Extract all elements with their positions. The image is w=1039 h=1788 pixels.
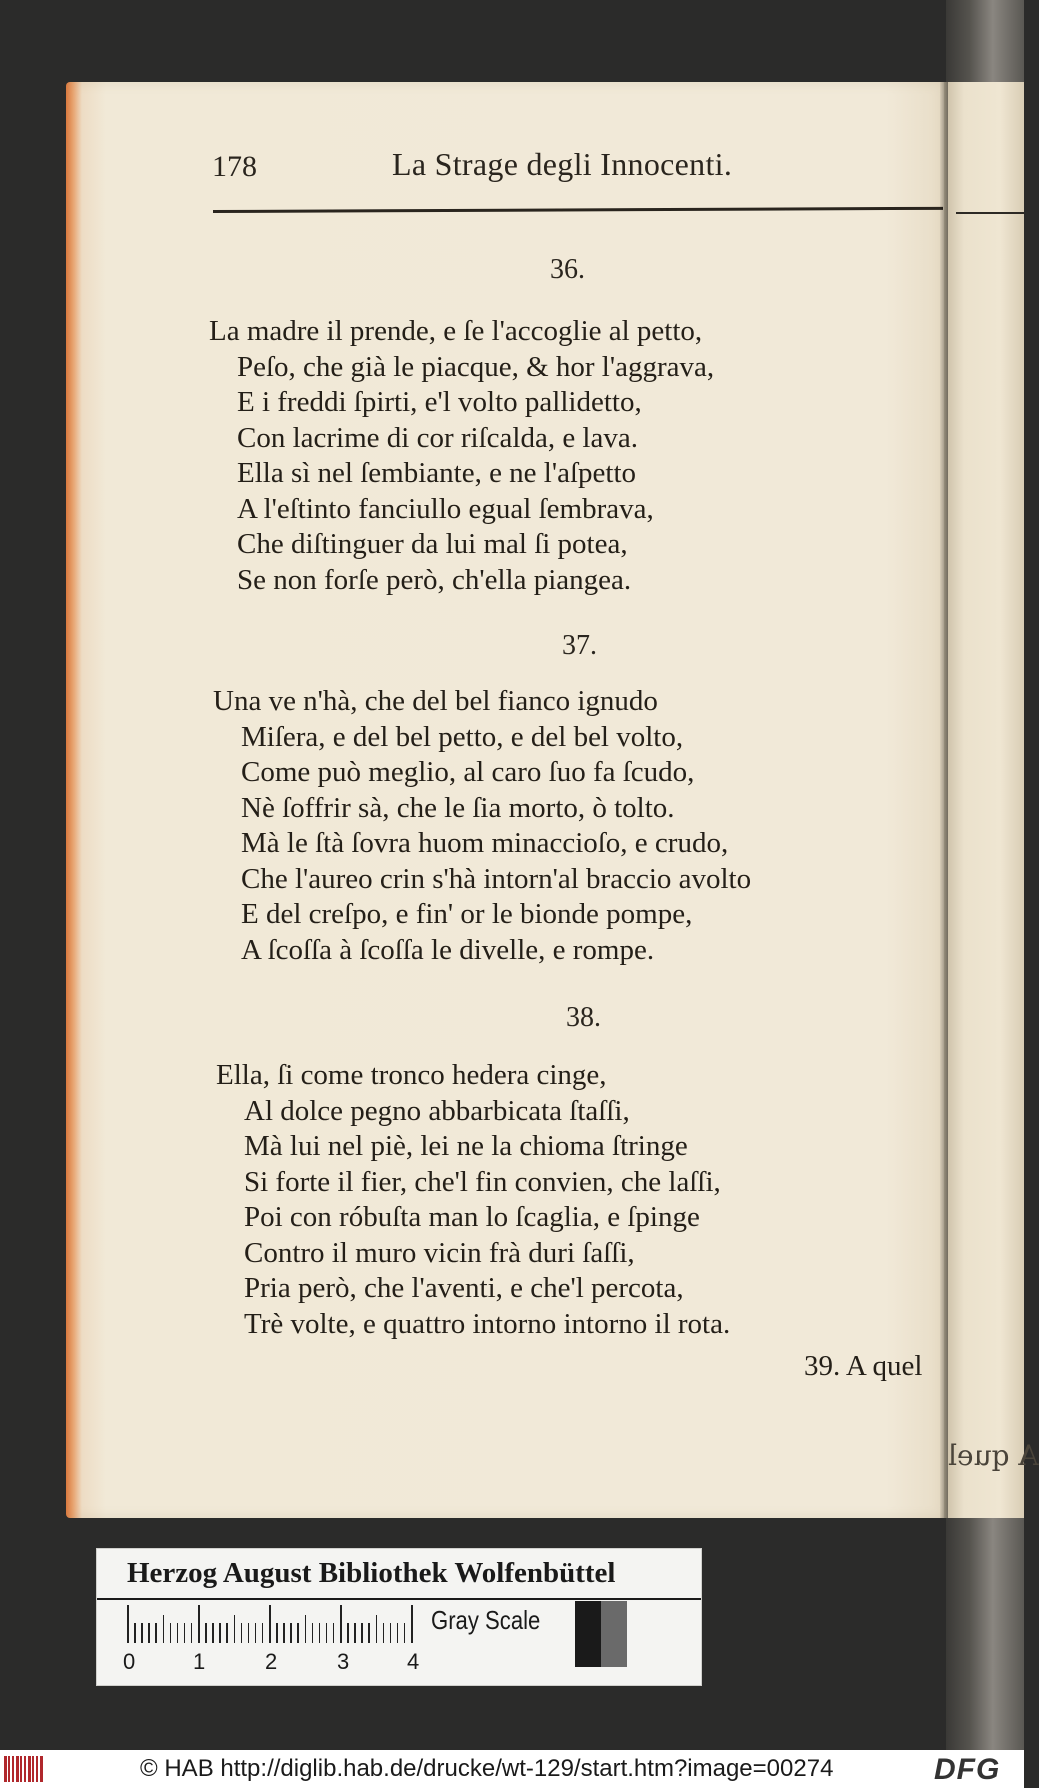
verse-line: A ſcoſſa à ſcoſſa le divelle, e rompe. (241, 933, 655, 966)
barcode-stripe (12, 1756, 14, 1782)
catchword: 39. A quel (804, 1350, 923, 1382)
barcode-stripe (32, 1756, 34, 1782)
verse-line: Nè ſoffrir sà, che le ſia morto, ò tolto. (241, 791, 675, 824)
verse-line: Trè volte, e quattro intorno intorno il rota. (244, 1307, 731, 1340)
adjacent-page (944, 82, 1039, 1518)
barcode-stripe (28, 1756, 31, 1782)
book-page (66, 82, 944, 1518)
ruler-tick (255, 1623, 257, 1643)
ruler-tick (347, 1623, 349, 1643)
ruler-tick (290, 1623, 292, 1643)
barcode-stripe (4, 1756, 7, 1782)
gray-swatches (575, 1601, 653, 1667)
page-number: 178 (212, 150, 257, 183)
barcode-stripe (20, 1756, 22, 1782)
ruler-number: 1 (193, 1649, 206, 1674)
ruler-numbers (123, 1649, 423, 1675)
ruler-tick (411, 1605, 413, 1643)
running-title: La Strage degli Innocenti. (392, 146, 733, 182)
ruler-tick (312, 1623, 314, 1643)
ruler-tick (269, 1605, 271, 1643)
verse-line: Peſo, che già le piacque, & hor l'aggrava, (237, 350, 715, 383)
verse-line: Poi con róbuſta man lo ſcaglia, e ſpinge (244, 1201, 700, 1233)
ruler-tick (276, 1623, 278, 1643)
barcode-stripe (8, 1756, 10, 1782)
verse-line: Mà le ſtà ſovra huom minaccioſo, e crudo, (241, 827, 729, 859)
gray-swatch-dark (575, 1601, 601, 1667)
footer-credit-link[interactable]: © HAB http://diglib.hab.de/drucke/wt-129/start.htm?image=00274 (140, 1755, 834, 1782)
verse-line: A l'eſtinto fanciullo egual ſembrava, (237, 492, 654, 525)
ruler-tick (326, 1623, 328, 1643)
verse-line: Miſera, e del bel petto, e del bel volto, (241, 720, 684, 753)
ruler-number: 4 (407, 1649, 420, 1674)
verse-line: Che l'aureo crin s'hà intorn'al braccio avolto (241, 862, 752, 895)
verse-line: Si forte il fier, che'l fin convien, che laſſi, (244, 1165, 721, 1198)
ruler-tick (234, 1615, 236, 1643)
ruler-tick (148, 1623, 150, 1643)
verse-line: Come può meglio, al caro ſuo fa ſcudo, (241, 756, 695, 788)
ruler-tick (141, 1623, 143, 1643)
ruler-tick (127, 1605, 129, 1643)
barcode-stripe (40, 1756, 43, 1782)
verse-line: Che diſtinguer da lui mal ſi potea, (237, 528, 628, 560)
barcode-stripe (24, 1756, 26, 1782)
label-rule (97, 1598, 701, 1600)
gray-swatch-light (627, 1601, 653, 1667)
ruler-tick (361, 1623, 363, 1643)
ruler-tick (226, 1623, 228, 1643)
verse-line: La madre il prende, e ſe l'accoglie al petto, (209, 315, 703, 347)
verse-line: Una ve n'hà, che del bel fianco ignudo (213, 685, 658, 717)
ruler-tick (219, 1623, 221, 1643)
ruler-tick (191, 1623, 193, 1643)
ruler-tick (319, 1623, 321, 1643)
ruler-tick (155, 1623, 157, 1643)
ruler-tick (248, 1623, 250, 1643)
ruler-tick (134, 1623, 136, 1643)
gray-scale-label: Gray Scale (431, 1605, 541, 1635)
ruler-tick (383, 1623, 385, 1643)
stanza-36 (209, 314, 714, 598)
ruler-scale (127, 1605, 415, 1643)
gray-swatch-mid (601, 1601, 627, 1667)
dfg-logo: DFG (934, 1753, 1001, 1786)
ruler-tick (184, 1623, 186, 1643)
ruler-tick (354, 1623, 356, 1643)
stanza-number: 37. (562, 630, 597, 661)
ruler-tick (212, 1623, 214, 1643)
ruler-number: 0 (123, 1649, 136, 1674)
verse-line: E i freddi ſpirti, e'l volto pallidetto, (237, 386, 642, 418)
verse-line: Mà lui nel piè, lei ne la chioma ſtringe (244, 1130, 688, 1162)
ruler-number: 2 (265, 1649, 278, 1674)
ruler-tick (163, 1615, 165, 1643)
ruler-tick (390, 1623, 392, 1643)
verse-line: E del creſpo, e fin' or le bionde pompe, (241, 898, 693, 930)
ruler-tick (170, 1623, 172, 1643)
ruler-tick (397, 1623, 399, 1643)
stanza-number: 36. (550, 254, 585, 285)
ruler-tick (404, 1623, 406, 1643)
ruler-tick (305, 1615, 307, 1643)
footer-bar (0, 1750, 1024, 1788)
library-scale-label (96, 1548, 702, 1686)
verse-line: Con lacrime di cor riſcalda, e lava. (237, 421, 638, 454)
verse-line: Pria però, che l'aventi, e che'l percota, (244, 1272, 684, 1304)
ruler-tick (376, 1615, 378, 1643)
ruler-tick (340, 1605, 342, 1643)
stanza-37 (213, 684, 751, 968)
ruler-tick (177, 1623, 179, 1643)
spine-shadow (940, 82, 948, 1518)
barcode-stripe (16, 1756, 19, 1782)
verse-line: Ella, ſi come tronco hedera cinge, (216, 1059, 607, 1091)
verse-line: Al dolce pegno abbarbicata ſtaſſi, (244, 1094, 630, 1127)
header-rule (213, 207, 943, 213)
library-name: Herzog August Bibliothek Wolfenbüttel (127, 1557, 616, 1589)
verse-line: Ella sì nel ſembiante, e ne l'aſpetto (237, 457, 637, 489)
barcode-stripe (36, 1756, 38, 1782)
verse-line: Contro il muro vicin frà duri ſaſſi, (244, 1236, 635, 1269)
ruler-tick (297, 1623, 299, 1643)
ruler-tick (198, 1605, 200, 1643)
ruler-tick (262, 1623, 264, 1643)
ruler-tick (283, 1623, 285, 1643)
ruler-number: 3 (337, 1649, 350, 1674)
stanza-number: 38. (566, 1002, 601, 1033)
verse-line: Se non forſe però, ch'ella piangea. (237, 563, 632, 596)
adjacent-page-rule (956, 212, 1024, 214)
ruler-tick (368, 1623, 370, 1643)
stanza-38 (216, 1058, 730, 1342)
ruler-tick (333, 1623, 335, 1643)
adjacent-page-mirror-text: A quel (948, 1439, 1039, 1472)
ruler-tick (205, 1623, 207, 1643)
ruler-tick (241, 1623, 243, 1643)
barcode-icon (4, 1756, 46, 1782)
